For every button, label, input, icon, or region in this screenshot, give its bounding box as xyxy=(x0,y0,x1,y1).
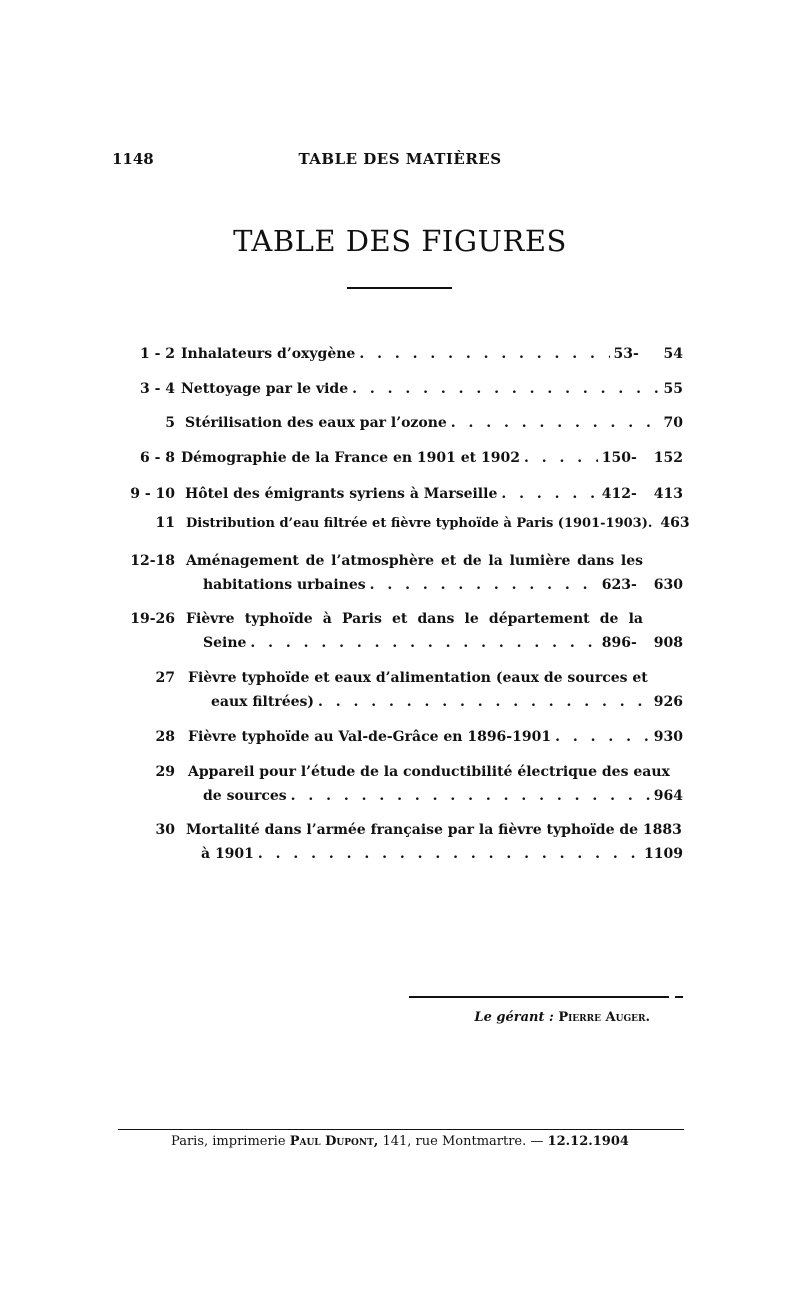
imprint-city: Paris, imprimerie xyxy=(171,1134,286,1149)
dot-leader xyxy=(291,788,650,804)
figure-caption-continued: eaux filtrées) xyxy=(211,694,315,710)
dot-leader xyxy=(501,486,597,502)
signature xyxy=(460,1010,650,1025)
figure-number: 29 xyxy=(155,764,175,780)
page-end: 413 xyxy=(653,486,683,502)
page-number: 1148 xyxy=(112,150,154,168)
figure-caption-continued: de sources xyxy=(203,788,287,804)
title-rule xyxy=(347,287,452,289)
signature-dash xyxy=(675,996,683,998)
dot-leader xyxy=(451,415,660,431)
dot-leader xyxy=(352,381,659,397)
dot-leader xyxy=(258,846,640,862)
imprint xyxy=(0,1134,800,1149)
figure-caption: Fièvre typhoïde au Val-de-Grâce en 1896-1901 xyxy=(188,729,552,745)
signature-name: Pierre Auger. xyxy=(558,1010,650,1025)
page-end: 930 xyxy=(653,729,683,745)
page-title: TABLE DES FIGURES xyxy=(233,224,567,258)
figure-number: 19-26 xyxy=(130,611,175,627)
figure-number: 30 xyxy=(155,822,175,838)
dot-leader xyxy=(359,346,609,362)
page-start: 623- xyxy=(601,577,637,593)
dot-leader xyxy=(250,635,597,651)
figure-caption: Nettoyage par le vide xyxy=(181,381,349,397)
figure-caption: Hôtel des émigrants syriens à Marseille xyxy=(185,486,498,502)
imprint-date: 12.12.1904 xyxy=(547,1134,629,1149)
page-end: 630 xyxy=(653,577,683,593)
figure-number: 6 - 8 xyxy=(139,450,175,466)
figure-number: 9 - 10 xyxy=(130,486,175,502)
figure-number: 12-18 xyxy=(130,553,175,569)
page-end: 926 xyxy=(653,694,683,710)
figure-number: 5 xyxy=(165,415,175,431)
page-end: 463 xyxy=(660,515,690,531)
figure-caption-continued: à 1901 xyxy=(201,846,254,862)
page-end: 1109 xyxy=(644,846,683,862)
figure-caption: Mortalité dans l’armée française par la fièvre typhoïde de 1883 xyxy=(186,822,682,838)
figure-caption: Fièvre typhoïde à Paris et dans le département de la xyxy=(186,611,643,627)
signature-rule xyxy=(409,996,669,998)
imprint-rule xyxy=(118,1129,684,1130)
figure-caption-continued: habitations urbaines xyxy=(203,577,366,593)
figure-caption: Distribution d’eau filtrée et fièvre typhoïde à Paris (1901-1903). xyxy=(186,516,653,531)
page-end: 908 xyxy=(653,635,683,651)
figure-caption: Aménagement de l’atmosphère et de la lumière dans les xyxy=(186,553,643,569)
figure-caption: Démographie de la France en 1901 et 1902 xyxy=(181,450,520,466)
page-end: 964 xyxy=(653,788,683,804)
figure-caption: Inhalateurs d’oxygène xyxy=(181,346,356,362)
page-start: 53- xyxy=(613,346,639,362)
figure-number: 28 xyxy=(155,729,175,745)
dot-leader xyxy=(524,450,598,466)
page-start: 896- xyxy=(601,635,637,651)
imprint-address: 141, rue Montmartre. — xyxy=(382,1134,544,1149)
page-start: 412- xyxy=(601,486,637,502)
figure-number: 1 - 2 xyxy=(139,346,175,362)
figure-caption: Appareil pour l’étude de la conductibilité électrique des eaux xyxy=(188,764,670,780)
page-end: 55 xyxy=(663,381,683,397)
signature-role: Le gérant : xyxy=(474,1010,554,1025)
page-end: 70 xyxy=(663,415,683,431)
dot-leader xyxy=(318,694,650,710)
figure-number: 3 - 4 xyxy=(139,381,175,397)
figure-number: 11 xyxy=(155,515,175,531)
figure-number: 27 xyxy=(155,670,175,686)
page-end: 54 xyxy=(663,346,683,362)
page-start: 150- xyxy=(601,450,637,466)
running-head: TABLE DES MATIÈRES xyxy=(298,150,502,168)
figure-caption: Fièvre typhoïde et eaux d’alimentation (eaux de sources et xyxy=(188,670,648,686)
imprint-printer: Paul Dupont, xyxy=(289,1134,379,1149)
dot-leader xyxy=(555,729,650,745)
figure-caption-continued: Seine xyxy=(203,635,247,651)
figure-caption: Stérilisation des eaux par l’ozone xyxy=(185,415,447,431)
dot-leader xyxy=(370,577,598,593)
page-end: 152 xyxy=(653,450,683,466)
